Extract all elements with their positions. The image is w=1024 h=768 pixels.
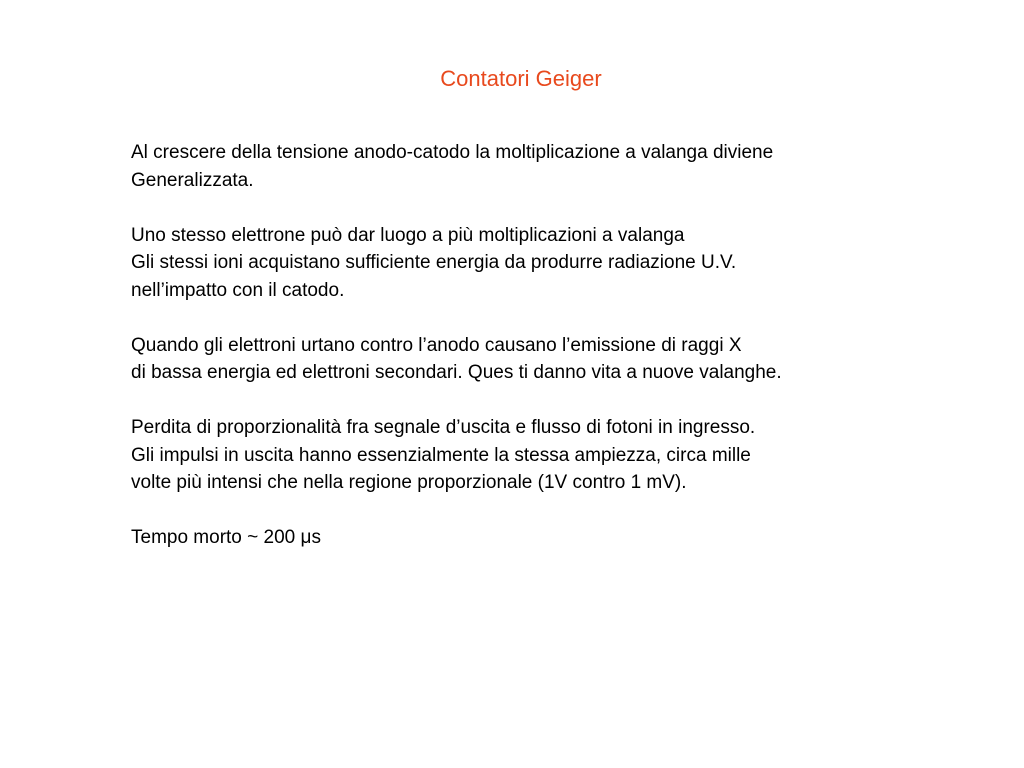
paragraph-5 — [131, 524, 991, 552]
paragraph-line: Uno stesso elettrone può dar luogo a più moltiplicazioni a valanga — [131, 224, 685, 246]
paragraph-3 — [131, 332, 991, 387]
paragraph-line: Perdita di proporzionalità fra segnale d’uscita e flusso di fotoni in ingresso. — [131, 417, 756, 438]
paragraph-line: Al crescere della tensione anodo-catodo la moltiplicazione a valanga diviene — [131, 142, 774, 163]
paragraph-4 — [131, 414, 991, 497]
paragraph-1 — [131, 139, 991, 194]
paragraph-line: di bassa energia ed elettroni secondari. Ques ti danno vita a nuove valanghe. — [131, 362, 782, 383]
slide-title: Contatori Geiger — [440, 66, 602, 91]
paragraph-line: Generalizzata. — [131, 169, 254, 191]
slide-body — [131, 139, 991, 579]
paragraph-line: volte più intensi che nella regione proporzionale (1V contro 1 mV). — [131, 472, 687, 493]
paragraph-line: Quando gli elettroni urtano contro l’anodo causano l’emissione di raggi X — [131, 334, 742, 356]
dead-time-line: Tempo morto ~ 200 μs — [131, 527, 321, 548]
paragraph-line: Gli stessi ioni acquistano sufficiente energia da produrre radiazione U.V. — [131, 252, 737, 273]
paragraph-line: Gli impulsi in uscita hanno essenzialmente la stessa ampiezza, circa mille — [131, 444, 751, 466]
paragraph-2 — [131, 222, 991, 305]
paragraph-line: nell’impatto con il catodo. — [131, 279, 345, 301]
